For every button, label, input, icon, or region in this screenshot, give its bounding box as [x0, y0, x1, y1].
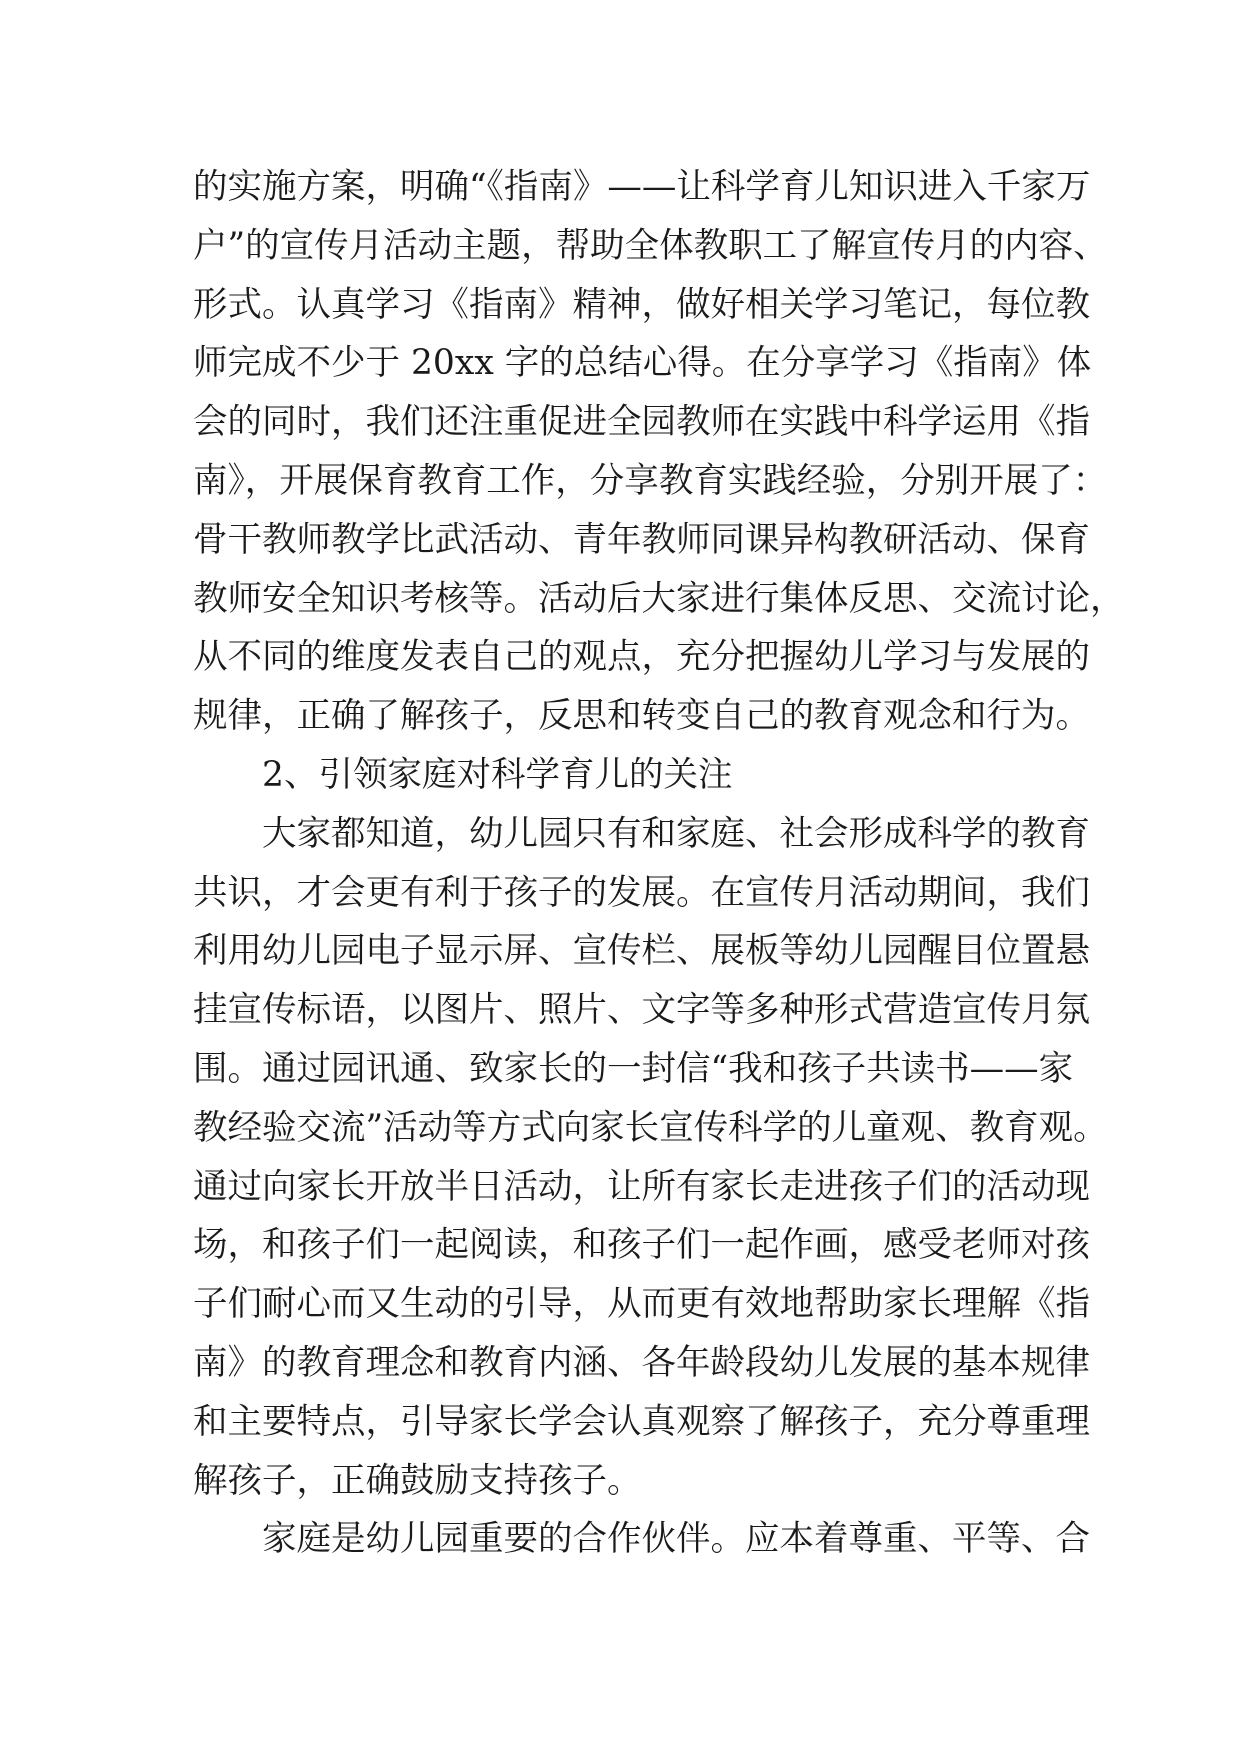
paragraph-line: 挂宣传标语，以图片、照片、文字等多种形式营造宣传月氛	[193, 990, 1090, 1031]
paragraph-line: 场，和孩子们一起阅读，和孩子们一起作画，感受老师对孩	[193, 1225, 1090, 1266]
section-heading	[193, 746, 1053, 805]
paragraph-3	[193, 1510, 1090, 1569]
paragraph-line: 规律，正确了解孩子，反思和转变自己的教育观念和行为。	[193, 696, 1090, 737]
heading-line: 2、引领家庭对科学育儿的关注	[262, 754, 733, 795]
paragraph-line: 子们耐心而又生动的引导，从而更有效地帮助家长理解《指	[193, 1284, 1090, 1325]
paragraph-line: 南》，开展保育教育工作，分享教育实践经验，分别开展了：	[193, 460, 1108, 501]
paragraph-line: 南》的教育理念和教育内涵、各年龄段幼儿发展的基本规律	[193, 1342, 1090, 1383]
paragraph-line: 师完成不少于 20xx 字的总结心得。在分享学习《指南》体	[193, 343, 1092, 384]
paragraph-line: 骨干教师教学比武活动、青年教师同课异构教研活动、保育	[193, 519, 1090, 560]
paragraph-line: 教师安全知识考核等。活动后大家进行集体反思、交流讨论，	[193, 578, 1125, 619]
paragraph-line: 解孩子，正确鼓励支持孩子。	[193, 1460, 642, 1501]
paragraph-line: 大家都知道，幼儿园只有和家庭、社会形成科学的教育	[262, 813, 1090, 854]
paragraph-2	[193, 805, 1108, 1511]
paragraph-1	[193, 158, 1125, 746]
paragraph-line: 利用幼儿园电子显示屏、宣传栏、展板等幼儿园醒目位置悬	[193, 931, 1090, 972]
paragraph-line: 共识，才会更有利于孩子的发展。在宣传月活动期间，我们	[193, 872, 1090, 913]
paragraph-line: 通过向家长开放半日活动，让所有家长走进孩子们的活动现	[193, 1166, 1090, 1207]
paragraph-line: 家庭是幼儿园重要的合作伙伴。应本着尊重、平等、合	[262, 1519, 1090, 1560]
paragraph-line: 从不同的维度发表自己的观点，充分把握幼儿学习与发展的	[193, 637, 1090, 678]
paragraph-line: 的实施方案，明确“《指南》——让科学育儿知识进入千家万	[193, 167, 1091, 207]
paragraph-line: 围。通过园讯通、致家长的一封信“我和孩子共读书——家	[193, 1048, 1074, 1089]
paragraph-line: 会的同时，我们还注重促进全园教师在实践中科学运用《指	[193, 402, 1090, 443]
paragraph-line: 教经验交流”活动等方式向家长宣传科学的儿童观、教育观。	[193, 1107, 1108, 1148]
paragraph-line: 户”的宣传月活动主题，帮助全体教职工了解宣传月的内容、	[193, 225, 1108, 266]
body-text	[193, 158, 1125, 1569]
paragraph-line: 和主要特点，引导家长学会认真观察了解孩子，充分尊重理	[193, 1401, 1090, 1442]
paragraph-line: 形式。认真学习《指南》精神，做好相关学习笔记，每位教	[193, 284, 1090, 325]
